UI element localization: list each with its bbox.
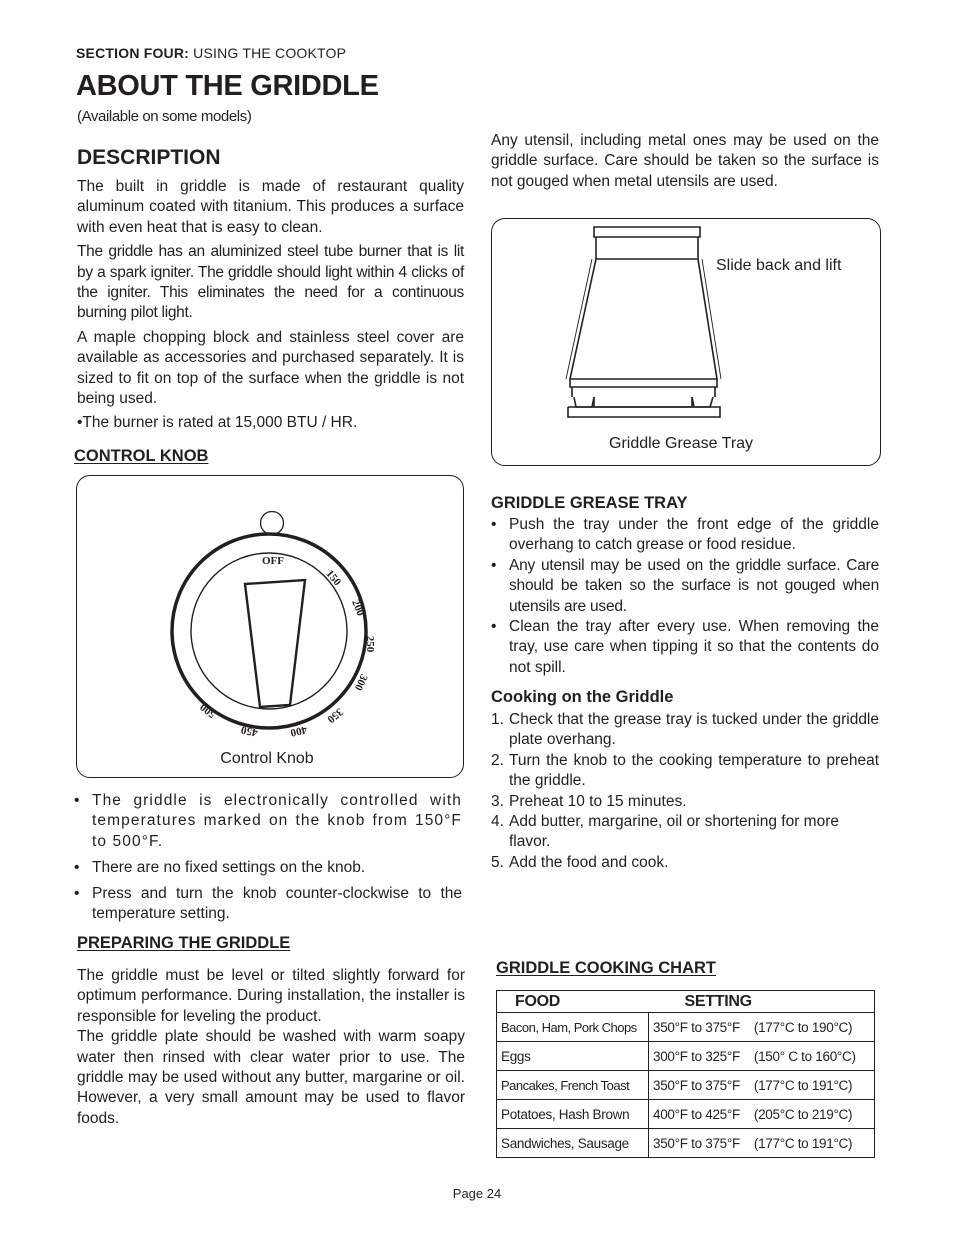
description-paragraph: •The burner is rated at 15,000 BTU / HR. [77,414,358,432]
setting-cell: 350°F to 375°F (177°C to 190°C) [649,1013,875,1042]
food-cell: Pancakes, French Toast [497,1071,649,1100]
list-item: • There are no fixed settings on the knob. [74,859,366,877]
indicator-light-icon [261,512,284,535]
grease-tray-heading: GRIDDLE GREASE TRAY [491,494,688,512]
description-heading: DESCRIPTION [77,146,221,169]
food-cell: Bacon, Ham, Pork Chops [497,1013,649,1042]
dial-label: 250 [364,635,376,653]
control-knob-caption: Control Knob [220,750,314,767]
table-header-row [497,991,875,1013]
cooking-chart-table [496,990,875,1158]
preparing-heading: PREPARING THE GRIDDLE [77,934,291,952]
section-label [76,45,346,61]
list-item: • Any utensil may be used on the griddle surface. Care should be taken so the surface is not gouged when utensils are used. [491,556,879,615]
setting-cell: 350°F to 375°F (177°C to 191°C) [649,1071,875,1100]
control-knob-heading: CONTROL KNOB [74,447,209,465]
description-body [77,177,464,434]
column-header-food: FOOD [497,991,649,1013]
column-header-setting: SETTING [649,991,875,1013]
cooking-heading: Cooking on the Griddle [491,688,674,706]
list-item: • Press and turn the knob counter-clockwise to the temperature setting. [74,884,462,923]
availability-note: (Available on some models) [77,108,252,125]
setting-cell: 300°F to 325°F (150° C to 160°C) [649,1042,875,1071]
dial-label: 350 [324,705,346,726]
list-item: 1. Check that the grease tray is tucked under the griddle plate overhang. [491,711,879,749]
dial-label: 300 [351,672,370,693]
page-title: ABOUT THE GRIDDLE [76,70,379,102]
table-row [497,1042,875,1071]
cooking-chart-heading: GRIDDLE COOKING CHART [496,959,716,977]
description-paragraph: The built in griddle is made of restaurant quality aluminum coated with titanium. This produces a surface with even heat that is easy to clean. [77,178,464,236]
dial-label: 150 [323,567,344,589]
list-item: 4. Add butter, margarine, oil or shortening for more flavor. [491,813,839,851]
grease-tray-bullets [491,515,879,678]
table-row [497,1071,875,1100]
control-knob-illustration [77,476,465,779]
dial-label: 200 [349,597,367,618]
control-knob-figure [76,475,464,778]
griddle-back-edge [594,227,700,237]
knob-inner-ring [191,553,347,709]
preparing-paragraph: The griddle must be level or tilted slightly forward for optimum performance. During installation, the installer is responsible for leveling the product. [77,967,465,1025]
setting-cell: 400°F to 425°F (205°C to 219°C) [649,1100,875,1129]
setting-cell: 350°F to 375°F (177°C to 191°C) [649,1129,875,1158]
control-knob-bullets [74,791,462,924]
preparing-paragraph: The griddle plate should be washed with warm soapy water then rinsed with clear water prior to use. The griddle may be used without any butter, margarine or oil. However, a very small amount may be used to flavor foods. [77,1028,465,1127]
griddle-overhang [570,379,717,387]
grease-tray-icon [594,397,692,407]
knob-pointer-icon [245,580,305,707]
dial-label: 500 [197,700,219,721]
grease-tray-label: Griddle Grease Tray [609,435,754,452]
cooking-steps [491,710,879,873]
grease-tray-figure [491,218,881,466]
list-item: • The griddle is electronically controlled with temperatures marked on the knob from 150°F to 500°F. [74,792,462,850]
table-row [497,1013,875,1042]
list-item: • Push the tray under the front edge of the griddle overhang to catch grease or food residue. [491,516,879,554]
section-prefix: SECTION FOUR: [76,45,190,61]
griddle-side-lines [570,259,717,379]
food-cell: Sandwiches, Sausage [497,1129,649,1158]
list-item: 2. Turn the knob to the cooking temperature to preheat the griddle. [491,751,879,790]
dial-label: 400 [289,723,308,739]
list-item: 5. Add the food and cook. [491,853,669,871]
food-cell: Eggs [497,1042,649,1071]
description-paragraph: The griddle has an aluminized steel tube burner that is lit by a spark igniter. The griddle should light within 4 clicks of the igniter. This eliminates the need for a continuous burning pilot light. [77,243,464,322]
list-item: 3. Preheat 10 to 15 minutes. [491,792,687,810]
dial-label: OFF [262,555,284,567]
page-number: Page 24 [452,1186,502,1201]
utensil-note: Any utensil, including metal ones may be used on the griddle surface. Care should be taken so the surface is not gouged when metal utensils are used. [491,132,879,190]
list-item: • Clean the tray after every use. When removing the tray, use care when tipping it so that the contents do not spill. [491,618,879,676]
preparing-body [77,966,465,1129]
slide-back-label: Slide back and lift [716,257,842,274]
table-row [497,1100,875,1129]
section-name: USING THE COOKTOP [193,45,347,61]
description-paragraph: A maple chopping block and stainless steel cover are available as accessories and purchased separately. It is sized to fit on top of the surface when the griddle is not being used. [77,328,464,408]
table-row [497,1129,875,1158]
food-cell: Potatoes, Hash Brown [497,1100,649,1129]
dial-label: 450 [240,723,259,739]
